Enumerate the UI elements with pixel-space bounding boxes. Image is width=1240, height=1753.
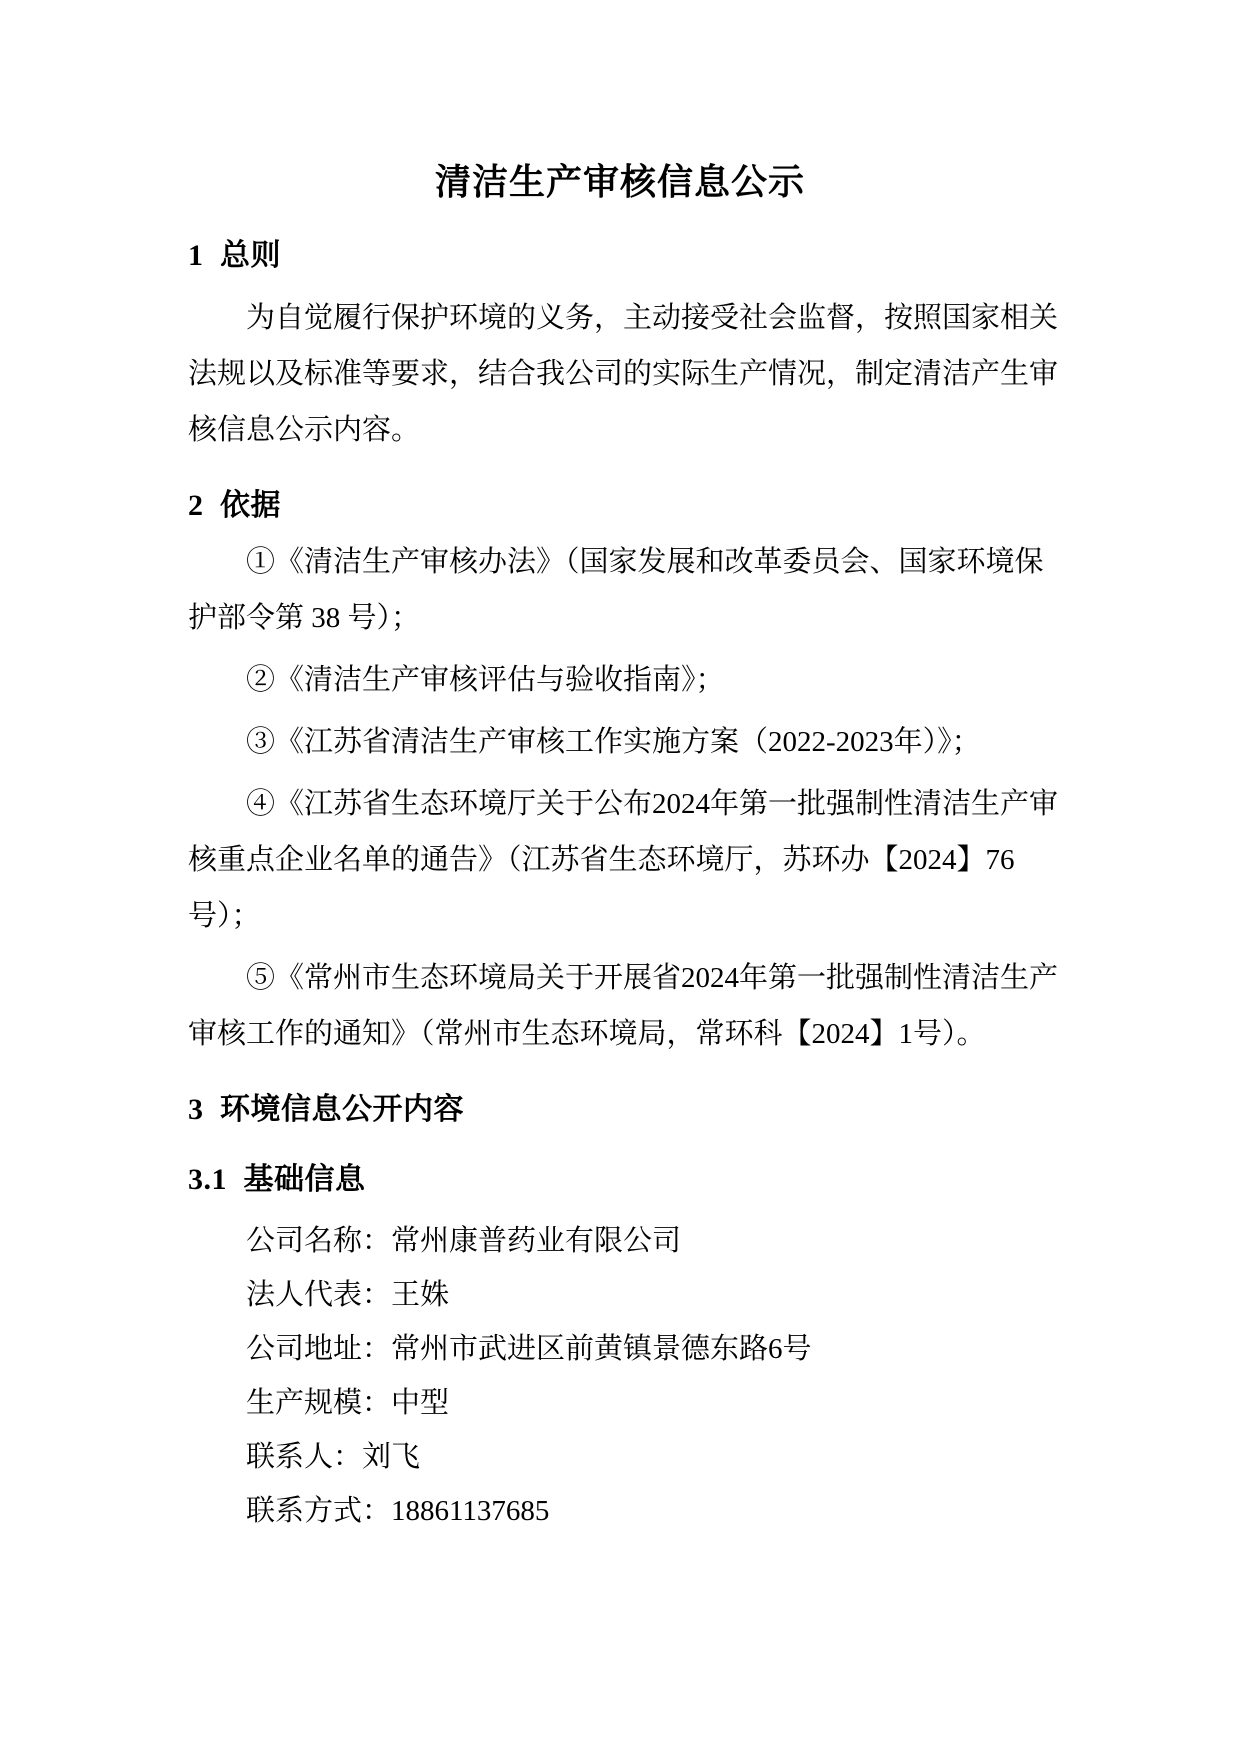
section-2-number: 2 bbox=[188, 489, 204, 522]
body-line: 审核工作的通知》（常州市生态环境局，常环科【2024】1号）。 bbox=[188, 1018, 986, 1050]
reference-item-4 bbox=[188, 776, 1059, 944]
body-line: ⑤《常州市生态环境局关于开展省2024年第一批强制性清洁生产 bbox=[246, 962, 1059, 994]
section-1-title: 总则 bbox=[220, 239, 281, 272]
info-line-legal-rep: 法人代表：王姝 bbox=[246, 1279, 450, 1311]
section-3-1-title: 基础信息 bbox=[243, 1163, 366, 1196]
body-line: 为自觉履行保护环境的义务，主动接受社会监督，按照国家相关 bbox=[246, 302, 1059, 334]
reference-item-1 bbox=[188, 534, 1052, 646]
info-line-contact-person: 联系人：刘飞 bbox=[246, 1441, 421, 1473]
section-3-number: 3 bbox=[188, 1093, 204, 1126]
info-line-company-address: 公司地址：常州市武进区前黄镇景德东路6号 bbox=[246, 1333, 812, 1365]
reference-item-3 bbox=[188, 714, 1052, 770]
reference-item-5 bbox=[188, 950, 1059, 1062]
section-3-1-number: 3.1 bbox=[188, 1163, 227, 1196]
section-2-items bbox=[188, 534, 1059, 1062]
section-1-paragraph bbox=[188, 290, 1059, 458]
section-3-1-heading bbox=[188, 1160, 1052, 1200]
info-line-company-name: 公司名称：常州康普药业有限公司 bbox=[246, 1225, 682, 1257]
info-line-production-scale: 生产规模：中型 bbox=[246, 1387, 450, 1419]
section-1-heading bbox=[188, 236, 1052, 276]
body-line: 护部令第 38 号）； bbox=[188, 602, 421, 634]
body-line: ④《江苏省生态环境厅关于公布2024年第一批强制性清洁生产审 bbox=[246, 788, 1059, 820]
document-title: 清洁生产审核信息公示 bbox=[434, 162, 805, 202]
section-2-heading bbox=[188, 486, 1052, 526]
body-line: ①《清洁生产审核办法》（国家发展和改革委员会、国家环境保 bbox=[246, 546, 1044, 578]
body-line: 核重点企业名单的通告》（江苏省生态环境厅，苏环办【2024】76 bbox=[188, 844, 1015, 876]
info-line-contact-phone: 联系方式：18861137685 bbox=[246, 1495, 550, 1527]
body-line: ②《清洁生产审核评估与验收指南》； bbox=[246, 664, 725, 696]
basic-info-list bbox=[188, 1214, 1052, 1538]
section-3-heading bbox=[188, 1090, 1052, 1130]
reference-item-2 bbox=[188, 652, 1052, 708]
section-1-number: 1 bbox=[188, 239, 204, 272]
body-line: ③《江苏省清洁生产审核工作实施方案（2022-2023年）》； bbox=[246, 726, 981, 758]
section-2-title: 依据 bbox=[220, 489, 281, 522]
section-3-title: 环境信息公开内容 bbox=[220, 1093, 464, 1126]
body-line: 号）； bbox=[188, 900, 261, 932]
body-line: 法规以及标准等要求，结合我公司的实际生产情况，制定清洁产生审 bbox=[188, 358, 1059, 390]
body-line: 核信息公示内容。 bbox=[188, 414, 421, 446]
